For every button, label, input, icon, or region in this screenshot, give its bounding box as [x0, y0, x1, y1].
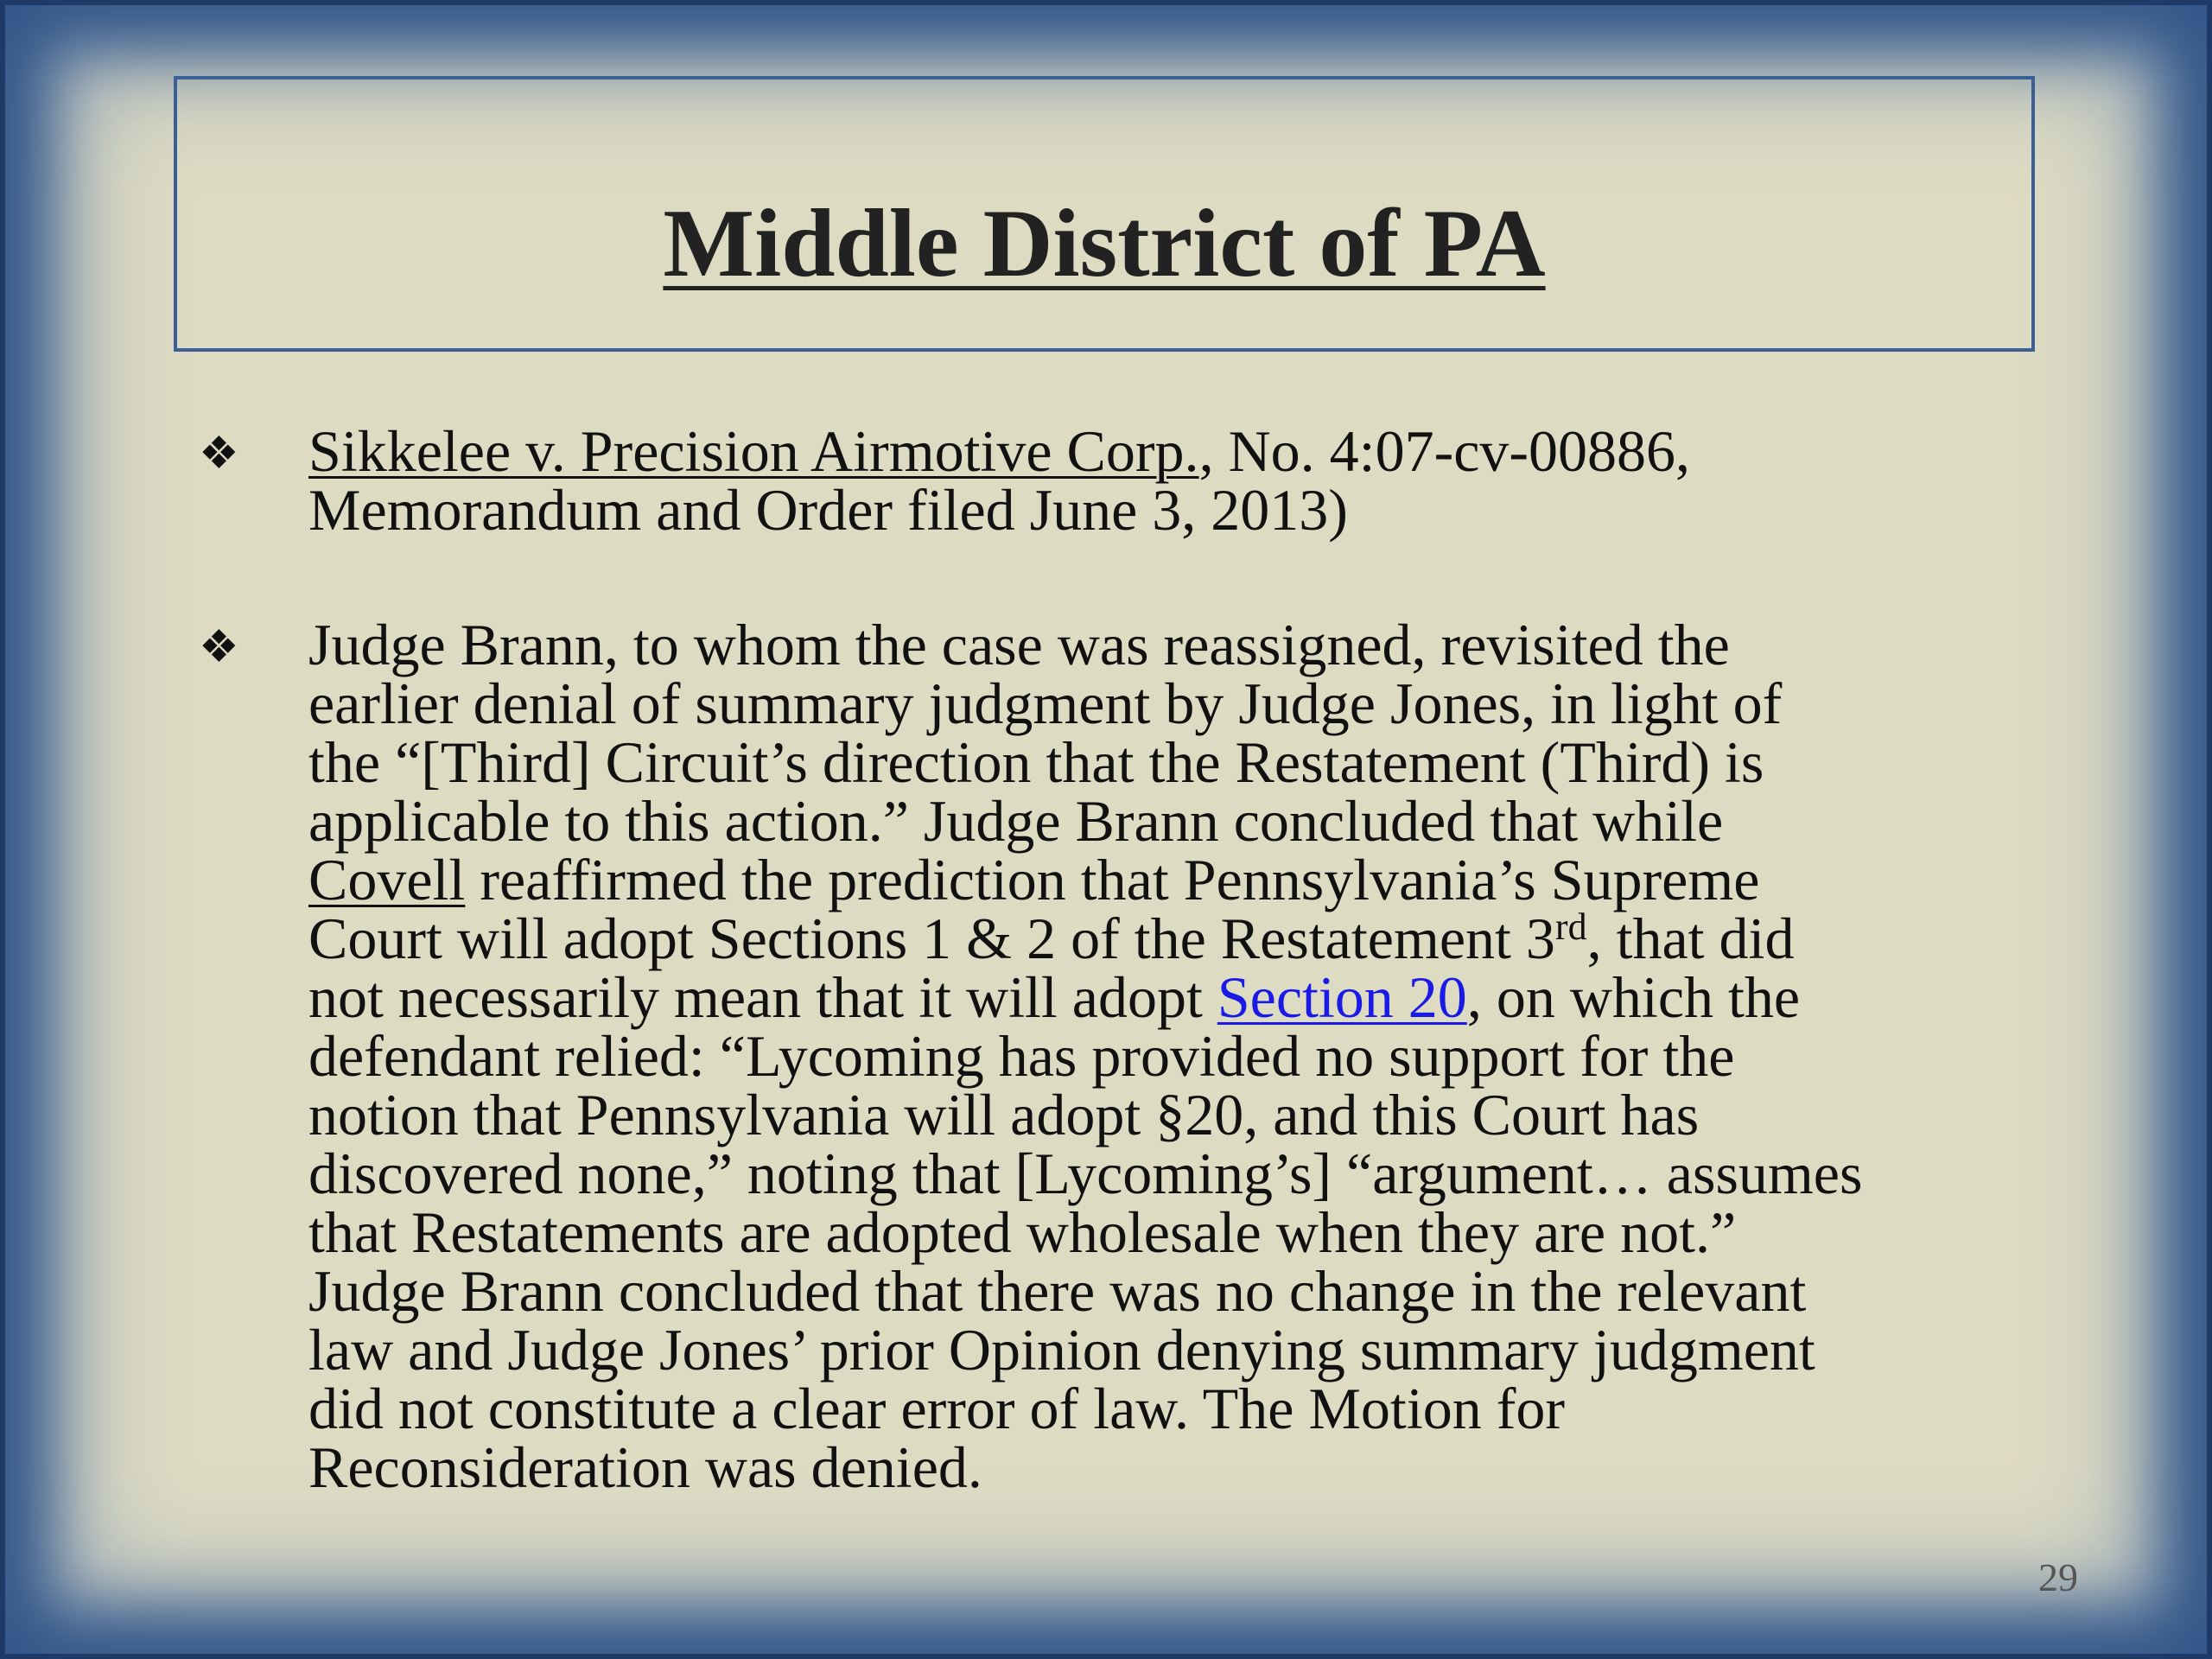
text-line: applicable to this action.” Judge Brann concluded that while	[308, 788, 1724, 854]
text-line: did not constitute a clear error of law. The Motion for	[308, 1376, 1565, 1441]
title-box	[174, 76, 2035, 352]
text-line: discovered none,” noting that [Lycoming’s] “argument… assumes	[308, 1141, 1863, 1206]
section-20-link[interactable]: Section 20	[1217, 964, 1467, 1030]
covell-case-name: Covell	[308, 847, 466, 912]
text-line: Sikkelee v. Precision Airmotive Corp., No. 4:07-cv-00886,	[308, 418, 1691, 484]
case-name: Sikkelee v. Precision Airmotive Corp.	[308, 418, 1199, 484]
text-line: that Restatements are adopted wholesale when they are not.”	[308, 1199, 1737, 1265]
page-number: 29	[2038, 1555, 2078, 1599]
bullet-text-summary	[308, 612, 2054, 1500]
text-line: notion that Pennsylvania will adopt §20, and this Court has	[308, 1082, 1700, 1147]
text-line: defendant relied: “Lycoming has provided no support for the	[308, 1023, 1735, 1089]
superscript-rd: rd	[1554, 906, 1587, 948]
slide-title: Middle District of PA	[663, 190, 1546, 297]
text-line: law and Judge Jones’ prior Opinion denying summary judgment	[308, 1317, 1815, 1382]
text-line: Reconsideration was denied.	[308, 1434, 982, 1500]
text-line: the “[Third] Circuit’s direction that the Restatement (Third) is	[308, 729, 1764, 795]
text-line: Memorandum and Order filed June 3, 2013)	[308, 477, 1348, 543]
text-line: Judge Brann concluded that there was no change in the relevant	[308, 1258, 1807, 1324]
bullet-icon: ❖	[199, 429, 239, 479]
text-line: Judge Brann, to whom the case was reassigned, revisited the	[308, 612, 1730, 677]
text-line: Court will adopt Sections 1 & 2 of the Restatement 3rd, that did	[308, 906, 1795, 971]
text-line: not necessarily mean that it will adopt Section 20, on which the	[308, 964, 1801, 1030]
text-line: Covell reaffirmed the prediction that Pennsylvania’s Supreme	[308, 847, 1760, 912]
bullet-text-case-citation	[308, 418, 2054, 543]
text-line: earlier denial of summary judgment by Judge Jones, in light of	[308, 671, 1783, 736]
bullet-icon: ❖	[199, 623, 239, 672]
